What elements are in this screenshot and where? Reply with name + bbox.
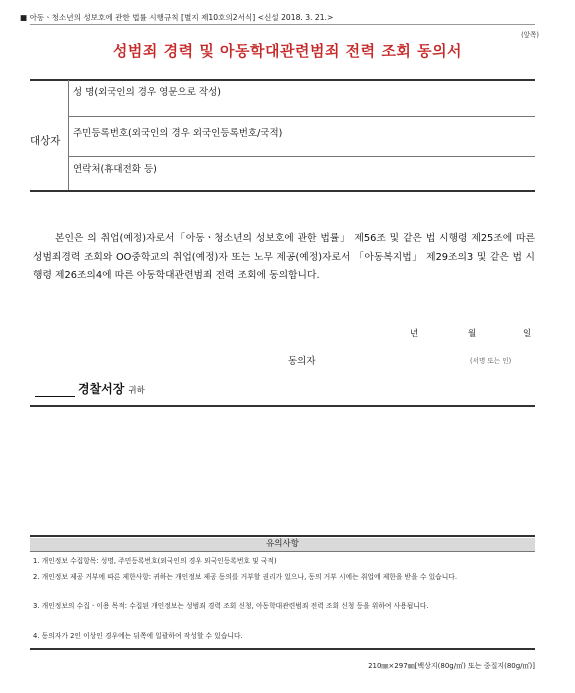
note-item: 2. 개인정보 제공 거부에 따른 제한사항: 귀하는 개인정보 제공 동의를 거부할 권리가 있으나, 동의 거부 시에는 취업에 제한을 받을 수 있습니다. (33, 573, 457, 581)
form-reference: ■ 아동ㆍ청소년의 성보호에 관한 법률 시행규칙 [별지 제10호의2서식] <신설 2018. 3. 21.> (20, 13, 334, 22)
row-divider (68, 156, 535, 157)
page-side-tag: (앞쪽) (521, 31, 539, 39)
notes-title-divider (30, 551, 535, 552)
page-title: 성범죄 경력 및 아동학대관련범죄 전력 조회 동의서 (112, 42, 463, 60)
signature-note: (서명 또는 인) (470, 357, 512, 365)
note-item: 4. 동의자가 2인 이상인 경우에는 뒤쪽에 일괄하여 작성할 수 있습니다. (33, 632, 243, 640)
table-column-divider (68, 80, 69, 191)
notes-title: 유의사항 (30, 538, 535, 551)
name-field-label: 성 명(외국인의 경우 영문으로 작성) (73, 87, 221, 98)
date-month-label: 월 (468, 329, 477, 339)
table-top-border (30, 79, 535, 81)
consent-statement: 본인은 의 취업(예정)자로서「아동ㆍ청소년의 성보호에 관한 법률」 제56조 및 같은 법 시행령 제25조에 따른 성범죄경력 조회와 OO중학교의 취업(예정)자 또는 노무 제공(예정)자로서 「아동복지법」 제29조의3 및 같은 법 시행령 제26조의4에 따른 아동학대관련범죄 전력 조회에 동의합니다. (33, 233, 535, 281)
note-item: 3. 개인정보의 수집ㆍ이용 목적: 수집된 개인정보는 성범죄 경력 조회 신청, 아동학대관련범죄 전력 조회 신청 등을 위하여 사용됩니다. (33, 602, 429, 610)
id-number-field-label: 주민등록번호(외국인의 경우 외국인등록번호/국적) (73, 128, 283, 139)
section-divider (30, 405, 535, 407)
contact-field[interactable] (73, 161, 157, 175)
station-name-blank[interactable] (35, 382, 75, 397)
consenter-label: 동의자 (288, 356, 316, 367)
date-year-label: 년 (410, 329, 419, 339)
note-item: 1. 개인정보 수집항목: 성명, 주민등록번호(외국인의 경우 외국인등록번호 및 국적) (33, 557, 277, 565)
name-field[interactable] (73, 84, 221, 98)
addressee-suffix: 귀하 (128, 386, 145, 396)
applicant-section-label: 대상자 (30, 135, 61, 147)
addressee (35, 380, 145, 397)
header-divider (30, 24, 535, 25)
paper-spec: 210㎜×297㎜[백상지(80g/㎡) 또는 중질지(80g/㎡)] (368, 662, 535, 670)
id-number-field[interactable] (73, 125, 282, 139)
notes-top-border (30, 535, 535, 537)
date-day-label: 일 (523, 329, 532, 339)
station-title: 경찰서장 (78, 382, 125, 396)
notes-bottom-border (30, 648, 535, 650)
table-bottom-border (30, 190, 535, 192)
row-divider (68, 116, 535, 117)
contact-field-label: 연락처(휴대전화 등) (73, 164, 157, 175)
